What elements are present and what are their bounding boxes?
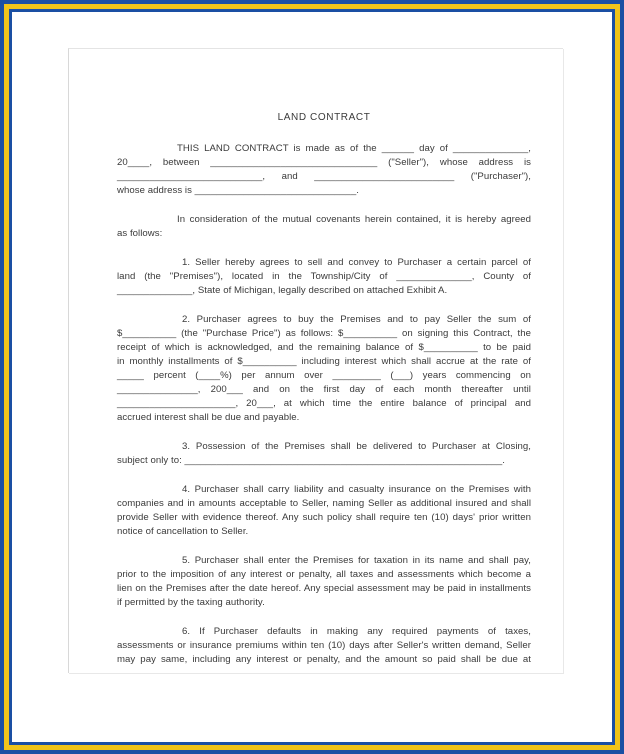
paragraph-line: ______________, State of Michigan, legally described on attached Exhibit A. bbox=[117, 285, 448, 296]
paragraph-line: 20____, between _______________________________ ("Seller"), whose address is bbox=[117, 157, 531, 168]
paragraph-consideration bbox=[117, 213, 531, 241]
clause-5 bbox=[117, 554, 531, 610]
paragraph-line: 6. If Purchaser defaults in making any required payments of taxes, bbox=[182, 626, 531, 637]
paragraph-line: 2. Purchaser agrees to buy the Premises and to pay Seller the sum of bbox=[182, 314, 531, 325]
paragraph-line: ______________________, 20___, at which time the entire balance of principal and bbox=[117, 398, 531, 409]
paragraph-line: prior to the imposition of any interest or penalty, all taxes and assessments which become a bbox=[117, 569, 531, 580]
clause-4 bbox=[117, 483, 531, 539]
paragraph-line: land (the "Premises"), located in the Township/City of ______________, County of bbox=[117, 271, 531, 282]
paragraph-line: THIS LAND CONTRACT is made as of the ______ day of ______________, bbox=[177, 143, 531, 154]
paragraph-line: if permitted by the taxing authority. bbox=[117, 597, 265, 608]
paragraph-line: In consideration of the mutual covenants herein contained, it is hereby agreed bbox=[177, 214, 531, 225]
paragraph-line: receipt of which is acknowledged, and the remaining balance of $__________ to be paid bbox=[117, 342, 531, 353]
paragraph-line: ___________________________, and __________________________ ("Purchaser"), bbox=[117, 171, 531, 182]
paragraph-line: accrued interest shall be due and payable. bbox=[117, 412, 300, 423]
clause-2 bbox=[117, 313, 531, 425]
paragraph-line: 3. Possession of the Premises shall be delivered to Purchaser at Closing, bbox=[182, 441, 531, 452]
paragraph-line: 1. Seller hereby agrees to sell and convey to Purchaser a certain parcel of bbox=[182, 257, 531, 268]
paragraph-line: lien on the Premises after the date hereof. Any special assessment may be paid in installments bbox=[117, 583, 531, 594]
clause-1 bbox=[117, 256, 531, 298]
paragraph-line: notice of cancellation to Seller. bbox=[117, 526, 249, 537]
clause-3 bbox=[117, 440, 531, 468]
clause-6 bbox=[117, 625, 531, 667]
paragraph-line: _____ percent (____%) per annum over _________ (___) years commencing on bbox=[117, 370, 531, 381]
paragraph-line: $__________ (the "Purchase Price") as follows: $__________ on signing this Contract, the bbox=[117, 328, 531, 339]
paragraph-line: whose address is ______________________________. bbox=[117, 185, 359, 196]
paragraph-line: may pay same, including any interest or penalty, and the amount so paid shall be due at bbox=[117, 654, 531, 665]
paragraph-line: companies and in amounts acceptable to Seller, naming Seller as additional insured and shall bbox=[117, 498, 531, 509]
paragraph-line: as follows: bbox=[117, 228, 163, 239]
paragraph-line: subject only to: ___________________________________________________________. bbox=[117, 455, 505, 466]
paragraph-line: 4. Purchaser shall carry liability and casualty insurance on the Premises with bbox=[182, 484, 531, 495]
paragraph-line: 5. Purchaser shall enter the Premises for taxation in its name and shall pay, bbox=[182, 555, 531, 566]
frame-inner-panel bbox=[9, 9, 615, 745]
paragraph-opening bbox=[117, 142, 531, 198]
paragraph-line: assessments or insurance premiums within ten (10) days after Seller's written demand, Seller bbox=[117, 640, 531, 651]
paragraph-line: provide Seller with evidence thereof. Any such policy shall require ten (10) days' prior written bbox=[117, 512, 531, 523]
document-title: LAND CONTRACT bbox=[277, 112, 371, 123]
document-body bbox=[117, 111, 531, 673]
paragraph-line: _______________, 200___ and on the first day of each month thereafter until bbox=[117, 384, 531, 395]
document-page bbox=[68, 48, 563, 673]
paragraph-line: in monthly installments of $__________ including interest which shall accrue at the rate of bbox=[117, 356, 531, 367]
